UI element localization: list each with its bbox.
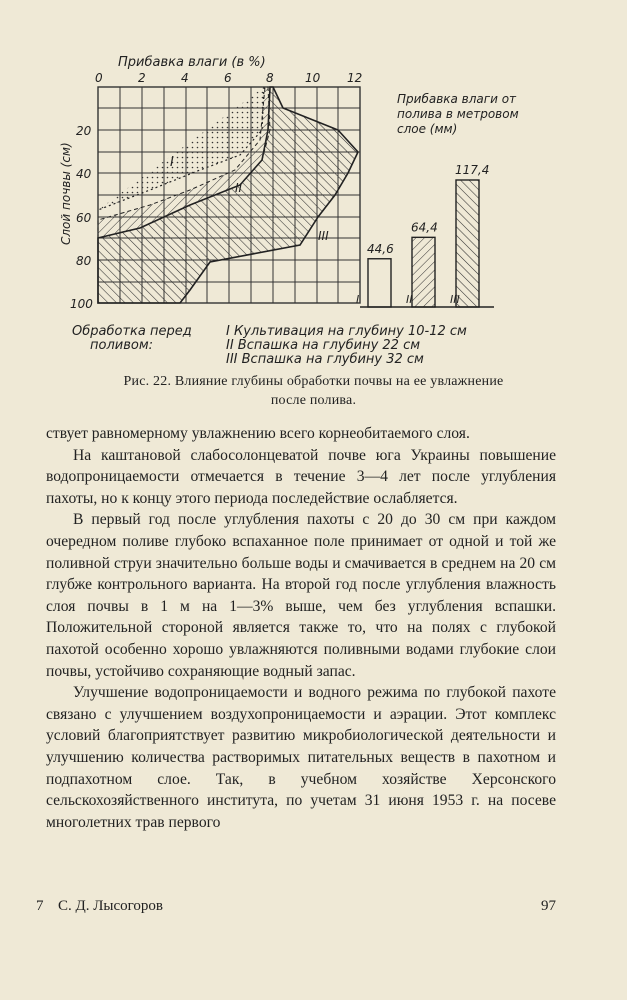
zone-label-i: I [170, 155, 174, 170]
top-tick-0: 0 [95, 71, 103, 85]
figure-svg [0, 0, 627, 372]
footer-signature-block [36, 898, 163, 915]
bar-3 [456, 180, 479, 307]
top-tick-8: 8 [266, 71, 274, 85]
body-text [46, 423, 556, 833]
top-tick-4: 4 [181, 71, 189, 85]
paragraph-4: Улучшение водопроницаемости и водного режима по глубокой пахоте связано с улучшением воздухопроницаемости и аэрации. Этот комплекс условий благоприятствует развитию микробиологической деятельности и улучшению количества растворимых питательных веществ в пахотном и подпахотном слое. Так, в учебном хозяйстве Херсонского сельскохозяйственного института, по учетам 31 июня 1953 г. на посеве многолетних трав первого [46, 684, 556, 831]
bar-2 [412, 237, 435, 307]
y-tick-20: 20 [76, 124, 92, 138]
top-tick-10: 10 [305, 71, 321, 85]
figure-22 [0, 0, 627, 372]
y-axis-title: Слой почвы (см) [59, 142, 73, 245]
legend-item-ii: II Вспашка на глубину 22 см [226, 338, 421, 353]
legend-title-line1: Обработка перед [72, 324, 192, 339]
bar-1 [368, 259, 391, 307]
legend-title-line2: поливом: [90, 338, 154, 353]
signature-mark: 7 [36, 898, 44, 914]
y-tick-80: 80 [76, 254, 92, 268]
top-tick-2: 2 [138, 71, 146, 85]
y-tick-60: 60 [76, 211, 92, 225]
bar-category-label-3: III [450, 293, 460, 306]
bar-chart [356, 163, 494, 307]
bar-value-label-2: 64,4 [411, 220, 438, 235]
legend-item-iii: III Вспашка на глубину 32 см [226, 352, 424, 367]
y-tick-labels [70, 124, 93, 311]
y-tick-100: 100 [70, 297, 93, 311]
bar-chart-title-line3: слое (мм) [397, 122, 458, 136]
bar-chart-title-line1: Прибавка влаги от [397, 92, 517, 106]
caption-line-1: Рис. 22. Влияние глубины обработки почвы на ее увлажнение [123, 374, 504, 389]
caption-line-2: после полива. [270, 393, 357, 408]
top-tick-labels [95, 71, 362, 85]
legend-item-i: I Культивация на глубину 10-12 см [226, 324, 467, 339]
paragraph-3: В первый год после углубления пахоты с 20 до 30 см при каждом очередном поливе глубоко вспаханное поле принимает от одной и той же поливной струи значительно больше воды и смачивается в среднем на 20 см глубже контрольного варианта. На второй год после углубления влажность слоя почвы в 1 м на 1—3% выше, чем без углубления вспашки. Положительной стороной является также то, что на полях с глубокой пахотой особенно хорошо увлажняются поливными водами глубокие слои почвы, устойчиво сохраняющие водный запас. [46, 511, 556, 680]
zone-label-iii: III [318, 229, 329, 243]
top-axis-title: Прибавка влаги (в %) [118, 55, 266, 70]
paragraph-1: ствует равномерному увлажнению всего корнеобитаемого слоя. [46, 425, 470, 442]
bar-category-label-2: II [406, 293, 413, 306]
paragraph-2: На каштановой слабосолонцеватой почве юга Украины повышение водопроницаемости отмечается в течение 3—4 лет после углубления пахоты, но к концу этого периода последействие ослабляется. [46, 446, 556, 507]
figure-caption [40, 372, 587, 410]
bar-chart-title-line2: полива в метровом [397, 107, 519, 121]
bar-category-label-1: I [356, 293, 360, 306]
bar-value-label-3: 117,4 [455, 163, 490, 177]
top-tick-12: 12 [347, 71, 363, 85]
y-tick-40: 40 [76, 167, 92, 181]
page-number: 97 [541, 898, 556, 914]
signature: С. Д. Лысогоров [58, 898, 164, 914]
zone-label-ii: II [235, 181, 243, 195]
bar-value-label-1: 44,6 [367, 241, 394, 256]
top-tick-6: 6 [224, 71, 232, 85]
